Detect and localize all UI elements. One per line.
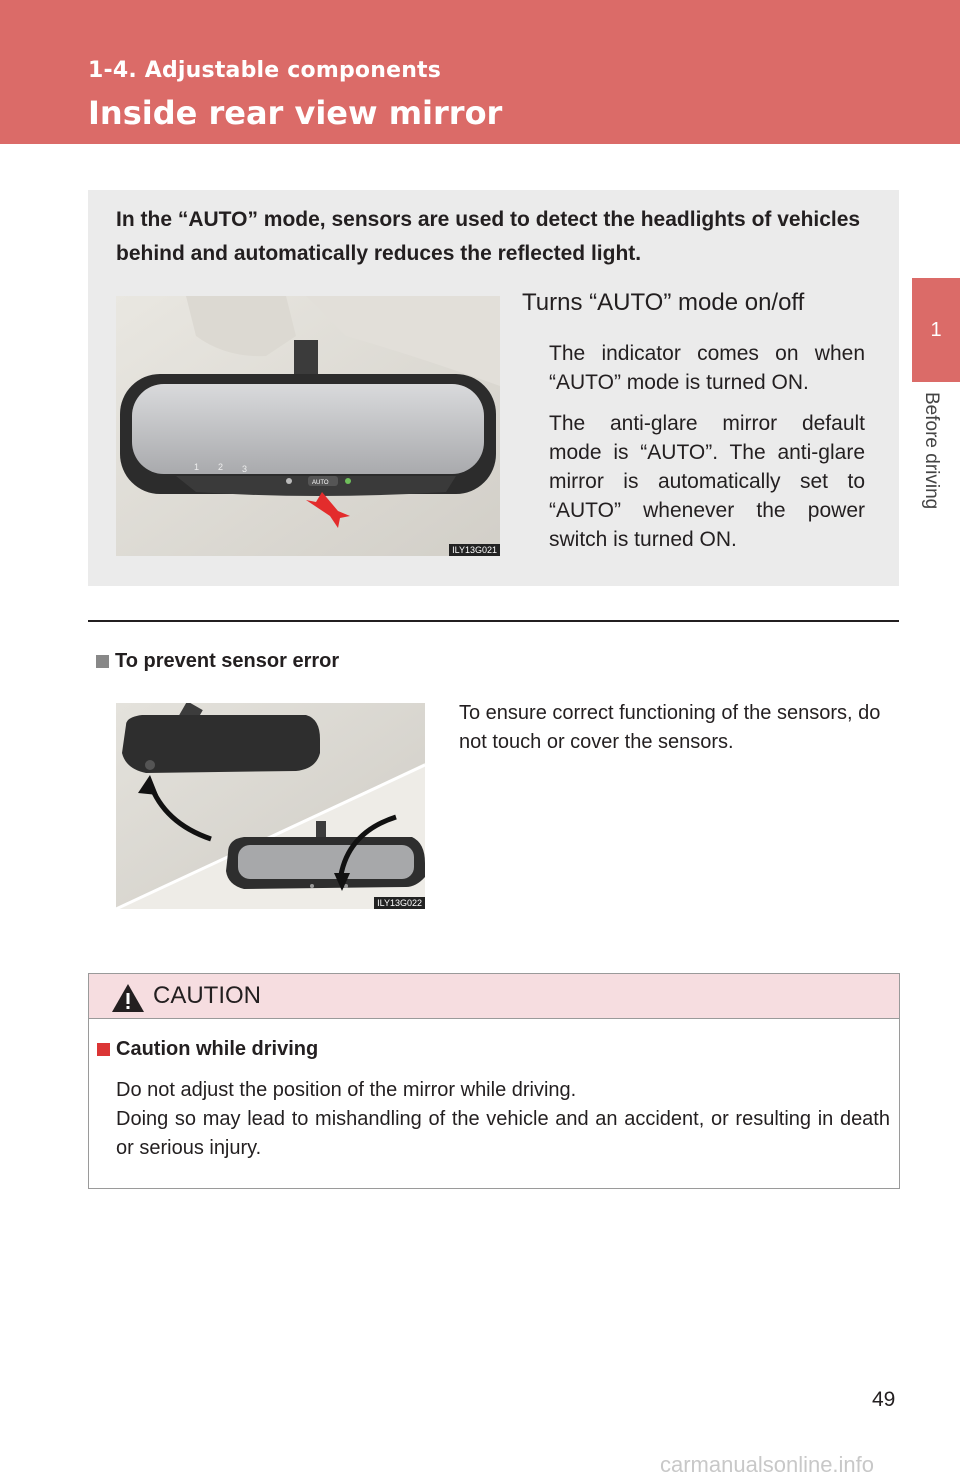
sensor-illustration: [116, 703, 425, 909]
page-title: Inside rear view mirror: [88, 94, 503, 132]
warning-icon: [111, 982, 145, 1014]
page-number: 49: [872, 1388, 896, 1411]
caution-subheading-text: Caution while driving: [116, 1038, 319, 1060]
mirror-number-1: 1: [194, 462, 200, 472]
caution-header: [89, 974, 899, 1019]
function-title: Turns “AUTO” mode on/off: [522, 289, 805, 316]
figure-code-2: ILY13G022: [374, 897, 425, 909]
caution-box: [88, 973, 900, 1189]
sensor-text: To ensure correct functioning of the sensors, do not touch or cover the sensors.: [459, 702, 881, 753]
caution-line-2: Doing so may lead to mishandling of the vehicle and an accident, or resulting in death or serious injury.: [116, 1108, 890, 1159]
indicator-description: The indicator comes on when “AUTO” mode is turned ON.: [549, 342, 865, 394]
chapter-label: Before driving: [921, 392, 942, 510]
mirror-auto-button: AUTO: [312, 480, 329, 486]
sensor-heading-text: To prevent sensor error: [115, 650, 340, 672]
caution-body: [116, 1076, 890, 1163]
bullet-icon-red: [97, 1043, 110, 1056]
section-divider: [88, 620, 899, 622]
sensor-figure: [116, 703, 425, 909]
mirror-auto-figure: [116, 296, 500, 556]
default-mode-description: The anti-glare mirror default mode is “AUTO”. The anti-glare mirror is automatically set to “AUTO” whenever the power switch is turned ON.: [549, 412, 865, 551]
chapter-number: 1: [930, 318, 942, 341]
chapter-tab[interactable]: [912, 278, 960, 382]
bullet-icon: [96, 655, 109, 668]
caution-subheading: [97, 1038, 318, 1061]
section-label: 1-4. Adjustable components: [88, 58, 442, 83]
mirror-number-2: 2: [218, 462, 224, 472]
intro-text: In the “AUTO” mode, sensors are used to detect the headlights of vehicles behind and automatically reduces the reflected light.: [116, 208, 861, 265]
caution-line-1: Do not adjust the position of the mirror while driving.: [116, 1079, 577, 1101]
watermark: carmanualsonline.info: [660, 1452, 875, 1477]
caution-label: CAUTION: [153, 982, 261, 1009]
mirror-illustration: [116, 296, 500, 556]
mirror-number-3: 3: [242, 464, 248, 474]
figure-code: ILY13G021: [449, 544, 500, 556]
sensor-heading: [96, 650, 339, 673]
